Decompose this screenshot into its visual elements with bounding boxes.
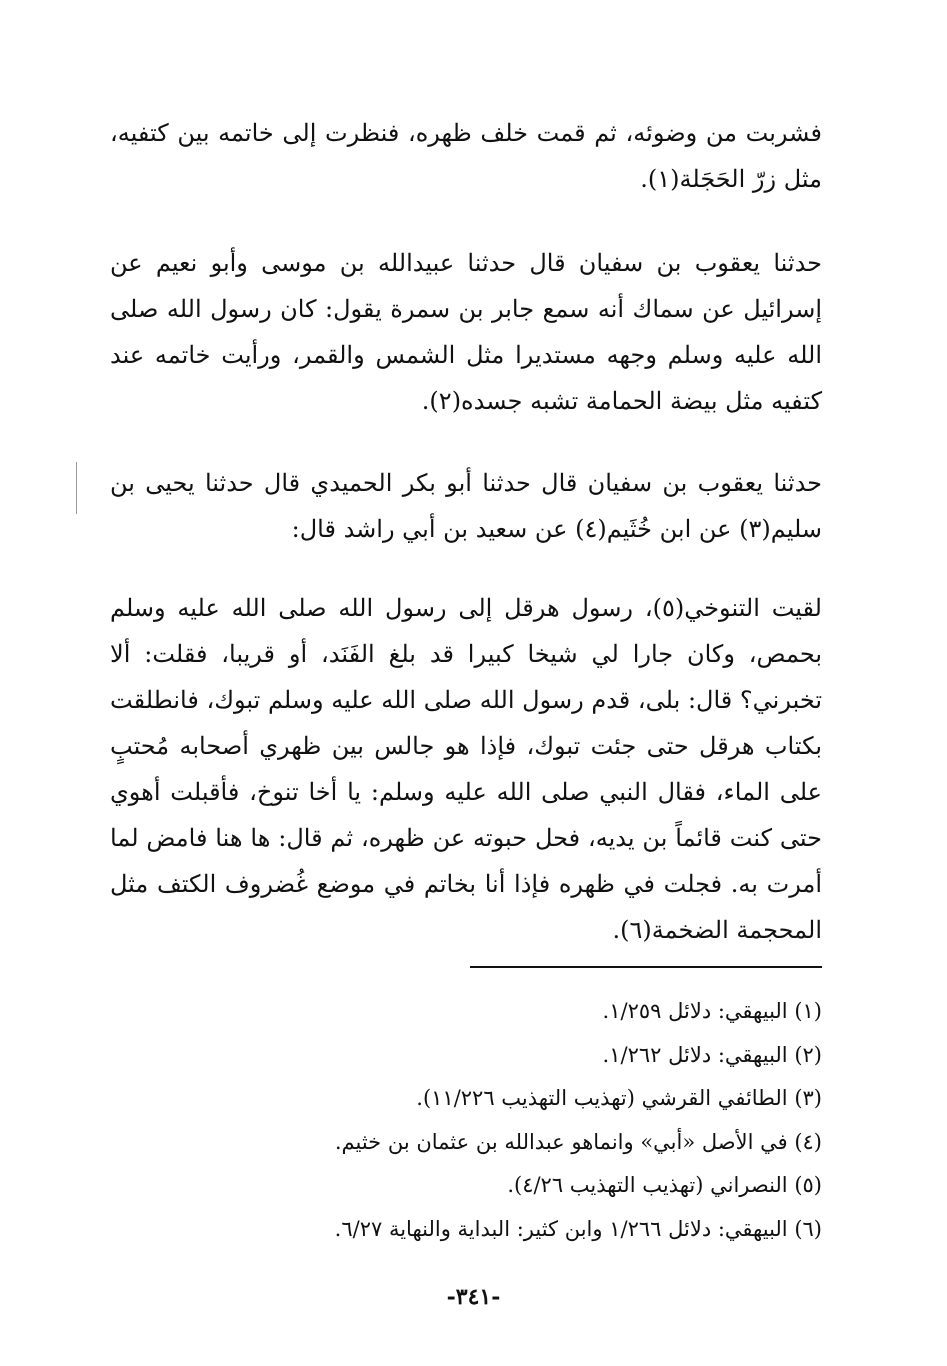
footnote-4: (٤) في الأصل «أبي» وانماهو عبدالله بن عثمان بن خثيم. bbox=[334, 1129, 822, 1154]
footnote-1: (١) البيهقي: دلائل ١/٢٥٩. bbox=[602, 999, 822, 1023]
paragraph-2: حدثنا يعقوب بن سفيان قال حدثنا عبيدالله بن موسى وأبو نعيم عن إسرائيل عن سماك أنه سمع جابر بن سمرة يقول: كان رسول الله صلى الله عليه وسلم وجهه مستديرا مثل الشمس والقمر، ورأيت خاتمه عند كتفيه مثل بيضة الحمامة تشبه جسده(٢). bbox=[110, 249, 822, 415]
footnote-divider bbox=[470, 966, 822, 968]
page-number: -٣٤١- bbox=[446, 1284, 501, 1310]
margin-mark bbox=[76, 462, 77, 514]
paragraph-1: فشربت من وضوئه، ثم قمت خلف ظهره، فنظرت إلى خاتمه بين كتفيه، مثل زرّ الحَجَلة(١). bbox=[110, 119, 822, 193]
paragraph-4: لقيت التنوخي(٥)، رسول هرقل إلى رسول الله صلى الله عليه وسلم بحمص، وكان جارا لي شيخا كبيرا قد بلغ الفَنَد، أو قريبا، فقلت: ألا تخبرني؟ قال: بلى، قدم رسول الله صلى الله عليه وسلم تبوك، فانطلقت بكتاب هرقل حتى جئت تبوك، فإذا هو جالس بين ظهري أصحابه مُحتبٍ على الماء، فقال النبي صلى الله عليه وسلم: يا أخا تنوخ، فأقبلت أهوي حتى كنت قائماً بن يديه، فحل حبوته عن ظهره، ثم قال: ها هنا فامض لما أمرت به. فجلت في ظهره فإذا أنا بخاتم في موضع غُضروف الكتف مثل المحجمة الضخمة(٦). bbox=[110, 594, 822, 944]
footnote-6: (٦) البيهقي: دلائل ١/٢٦٦ وابن كثير: البداية والنهاية ٦/٢٧. bbox=[334, 1216, 822, 1241]
paragraph-3: حدثنا يعقوب بن سفيان قال حدثنا أبو بكر الحميدي قال حدثنا يحيى بن سليم(٣) عن ابن خُثَيم(٤) عن سعيد بن أبي راشد قال: bbox=[110, 469, 822, 543]
footnote-3: (٣) الطائفي القرشي (تهذيب التهذيب ١١/٢٢٦). bbox=[416, 1086, 822, 1110]
footnote-2: (٢) البيهقي: دلائل ١/٢٦٢. bbox=[602, 1042, 822, 1067]
footnote-5: (٥) النصراني (تهذيب التهذيب ٤/٢٦). bbox=[507, 1173, 822, 1197]
footnotes-list bbox=[200, 990, 822, 1251]
